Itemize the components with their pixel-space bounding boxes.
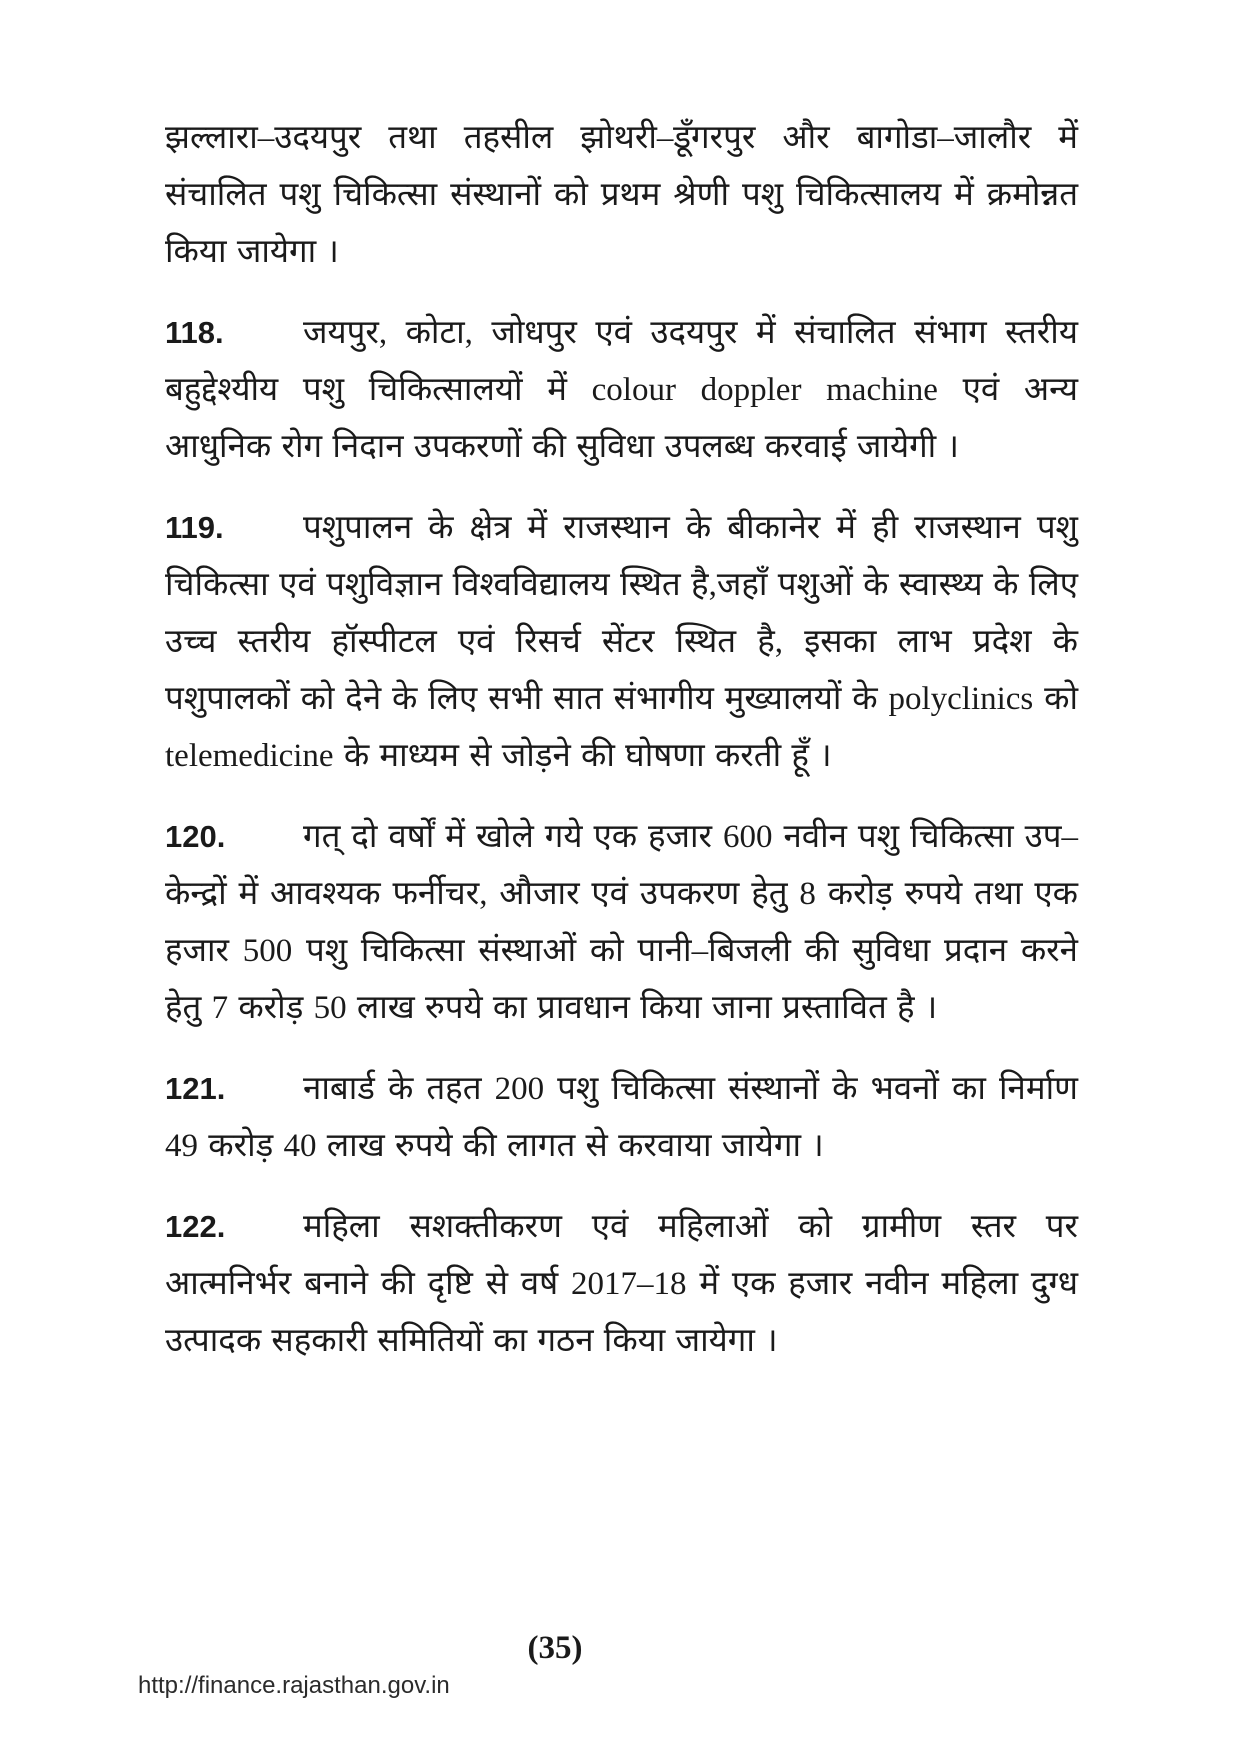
paragraph-text: नाबार्ड के तहत 200 पशु चिकित्सा संस्थानों के भवनों का निर्माण 49 करोड़ 40 लाख रुपये की लागत से करवाया जायेगा । [165,1071,1078,1164]
page-number: (35) [527,1630,583,1666]
paragraph-number: 122. [165,1209,226,1244]
paragraph-text: महिला सशक्तीकरण एवं महिलाओं को ग्रामीण स्तर पर आत्मनिर्भर बनाने की दृष्टि से वर्ष 2017–18 में एक हजार नवीन महिला दुग्ध उत्पादक सहकारी समितियों का गठन किया जायेगा । [165,1209,1078,1359]
paragraph-text: झल्लारा–उदयपुर तथा तहसील झोथरी–डूँगरपुर और बागोडा–जालौर में संचालित पशु चिकित्सा संस्थानों को प्रथम श्रेणी पशु चिकित्सालय में क्रमोन्नत किया जायेगा । [165,120,1078,270]
paragraph-118 [165,304,1078,476]
paragraph-117-continuation [165,110,1078,281]
footer-url: http://finance.rajasthan.gov.in [138,1672,450,1699]
paragraph-120 [165,808,1078,1037]
paragraph-119 [165,499,1078,785]
paragraph-number: 118. [165,315,224,350]
paragraph-number: 119. [165,510,224,545]
paragraph-122 [165,1198,1078,1370]
paragraph-text: जयपुर, कोटा, जोधपुर एवं उदयपुर में संचालित संभाग स्तरीय बहुद्देश्यीय पशु चिकित्सालयों में colour doppler machine एवं अन्य आधुनिक रोग निदान उपकरणों की सुविधा उपलब्ध करवाई जायेगी । [165,315,1078,465]
paragraph-number: 121. [165,1071,226,1106]
paragraph-text: पशुपालन के क्षेत्र में राजस्थान के बीकानेर में ही राजस्थान पशु चिकित्सा एवं पशुविज्ञान विश्वविद्यालय स्थित है,जहाँ पशुओं के स्वास्थ्य के लिए उच्च स्तरीय हॉस्पीटल एवं रिसर्च सेंटर स्थित है, इसका लाभ प्रदेश के पशुपालकों को देने के लिए सभी सात संभागीय मुख्यालयों के polyclinics को telemedicine के माध्यम से जोड़ने की घोषणा करती हूँ । [165,510,1078,774]
page-content [165,110,1078,1370]
paragraph-number: 120. [165,819,226,854]
paragraph-text: गत् दो वर्षों में खोले गये एक हजार 600 नवीन पशु चिकित्सा उप–केन्द्रों में आवश्यक फर्नीचर, औजार एवं उपकरण हेतु 8 करोड़ रुपये तथा एक हजार 500 पशु चिकित्सा संस्थाओं को पानी–बिजली की सुविधा प्रदान करने हेतु 7 करोड़ 50 लाख रुपये का प्रावधान किया जाना प्रस्तावित है । [165,819,1078,1026]
paragraph-121 [165,1060,1078,1175]
